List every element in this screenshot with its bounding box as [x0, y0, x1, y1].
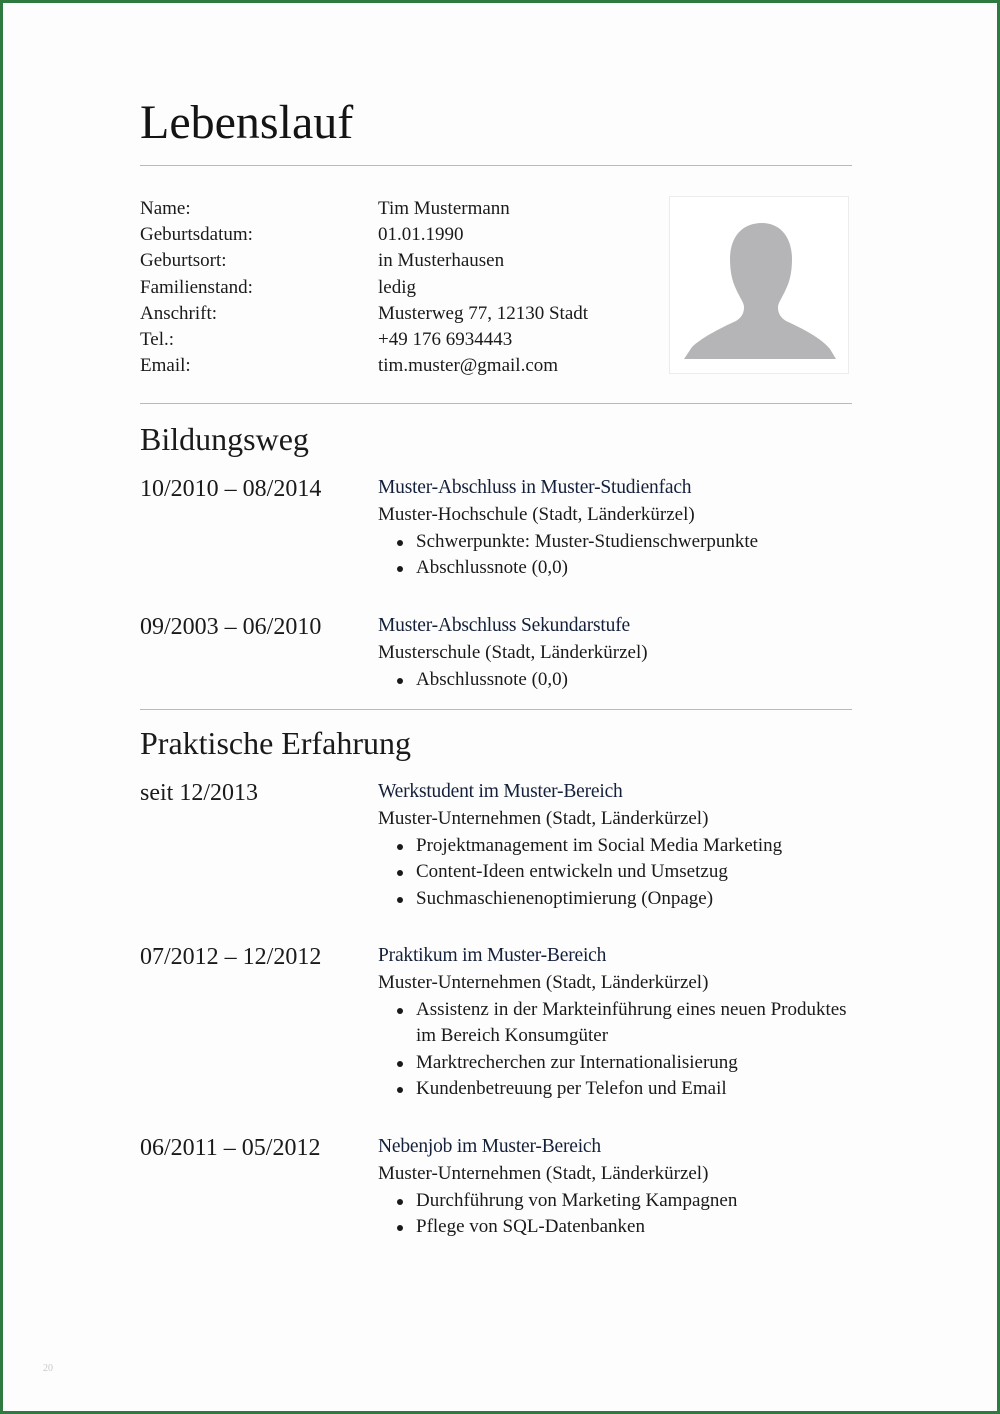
entry-title: Muster-Abschluss in Muster-Studienfach [378, 477, 692, 498]
personal-label: Anschrift: [140, 302, 218, 324]
list-item: Projektmanagement im Social Media Marketing [416, 833, 852, 860]
list-item: Assistenz in der Markteinführung eines neuen Produktes im Bereich Konsumgüter [416, 997, 852, 1050]
personal-info [140, 196, 660, 379]
entry-bullets [378, 833, 852, 913]
entry-institution: Muster-Unternehmen (Stadt, Länderkürzel) [378, 972, 709, 993]
personal-value: Tim Mustermann [378, 198, 510, 219]
personal-label: Geburtsdatum: [140, 224, 253, 246]
list-item: Content-Ideen entwickeln und Umsetzug [416, 859, 852, 886]
personal-row-phone [140, 327, 660, 353]
personal-label: Geburtsort: [140, 250, 227, 272]
section-title-education: Bildungsweg [140, 421, 309, 457]
personal-row-birthdate [140, 222, 660, 248]
personal-label: Familienstand: [140, 276, 253, 298]
list-item: Suchmaschienenoptimierung (Onpage) [416, 886, 852, 913]
entry-body [378, 474, 852, 582]
entry-title: Praktikum im Muster-Bereich [378, 945, 607, 966]
profile-photo [669, 196, 849, 374]
list-item: Kundenbetreuung per Telefon und Email [416, 1076, 852, 1103]
personal-value: +49 176 6934443 [378, 328, 513, 350]
personal-label: Name: [140, 198, 191, 219]
entry-body [378, 778, 852, 912]
entry-institution: Musterschule (Stadt, Länderkürzel) [378, 642, 648, 663]
personal-row-name [140, 196, 660, 222]
personal-row-email [140, 353, 660, 379]
page-title: Lebenslauf [140, 96, 354, 149]
entry-institution: Muster-Hochschule (Stadt, Länderkürzel) [378, 504, 695, 525]
personal-row-address [140, 301, 660, 327]
personal-value: ledig [378, 276, 416, 298]
entry-title: Muster-Abschluss Sekundarstufe [378, 615, 630, 636]
list-item: Abschlussnote (0,0) [416, 555, 852, 582]
entry-bullets [378, 529, 852, 582]
profile-silhouette-icon [670, 197, 849, 374]
personal-label: Tel.: [140, 328, 175, 350]
list-item: Marktrecherchen zur Internationalisierung [416, 1050, 852, 1077]
entry-date: 06/2011 – 05/2012 [140, 1135, 321, 1161]
personal-value: 01.01.1990 [378, 224, 464, 246]
list-item: Durchführung von Marketing Kampagnen [416, 1188, 852, 1215]
entry-bullets [378, 667, 852, 694]
personal-row-marital-status [140, 275, 660, 301]
entry-title: Nebenjob im Muster-Bereich [378, 1136, 601, 1157]
personal-value: in Musterhausen [378, 250, 505, 272]
entry-body [378, 612, 852, 693]
entry-date: 07/2012 – 12/2012 [140, 944, 322, 970]
divider [140, 165, 852, 166]
section-title-experience: Praktische Erfahrung [140, 725, 412, 761]
personal-value: Musterweg 77, 12130 Stadt [378, 302, 589, 324]
entry-bullets [378, 997, 852, 1103]
entry-body [378, 1133, 852, 1241]
entry-institution: Muster-Unternehmen (Stadt, Länderkürzel) [378, 808, 709, 829]
entry-body [378, 942, 852, 1103]
page-number: 20 [43, 1363, 53, 1374]
personal-row-birthplace [140, 248, 660, 274]
entry-date: 10/2010 – 08/2014 [140, 476, 322, 502]
entry-date: 09/2003 – 06/2010 [140, 614, 322, 640]
entry-date: seit 12/2013 [140, 780, 258, 806]
entry-title: Werkstudent im Muster-Bereich [378, 781, 623, 802]
list-item: Schwerpunkte: Muster-Studienschwerpunkte [416, 529, 852, 556]
list-item: Abschlussnote (0,0) [416, 667, 852, 694]
divider [140, 403, 852, 404]
personal-value: tim.muster@gmail.com [378, 355, 559, 377]
list-item: Pflege von SQL-Datenbanken [416, 1214, 852, 1241]
divider [140, 709, 852, 710]
entry-institution: Muster-Unternehmen (Stadt, Länderkürzel) [378, 1163, 709, 1184]
entry-bullets [378, 1188, 852, 1241]
personal-label: Email: [140, 355, 191, 377]
